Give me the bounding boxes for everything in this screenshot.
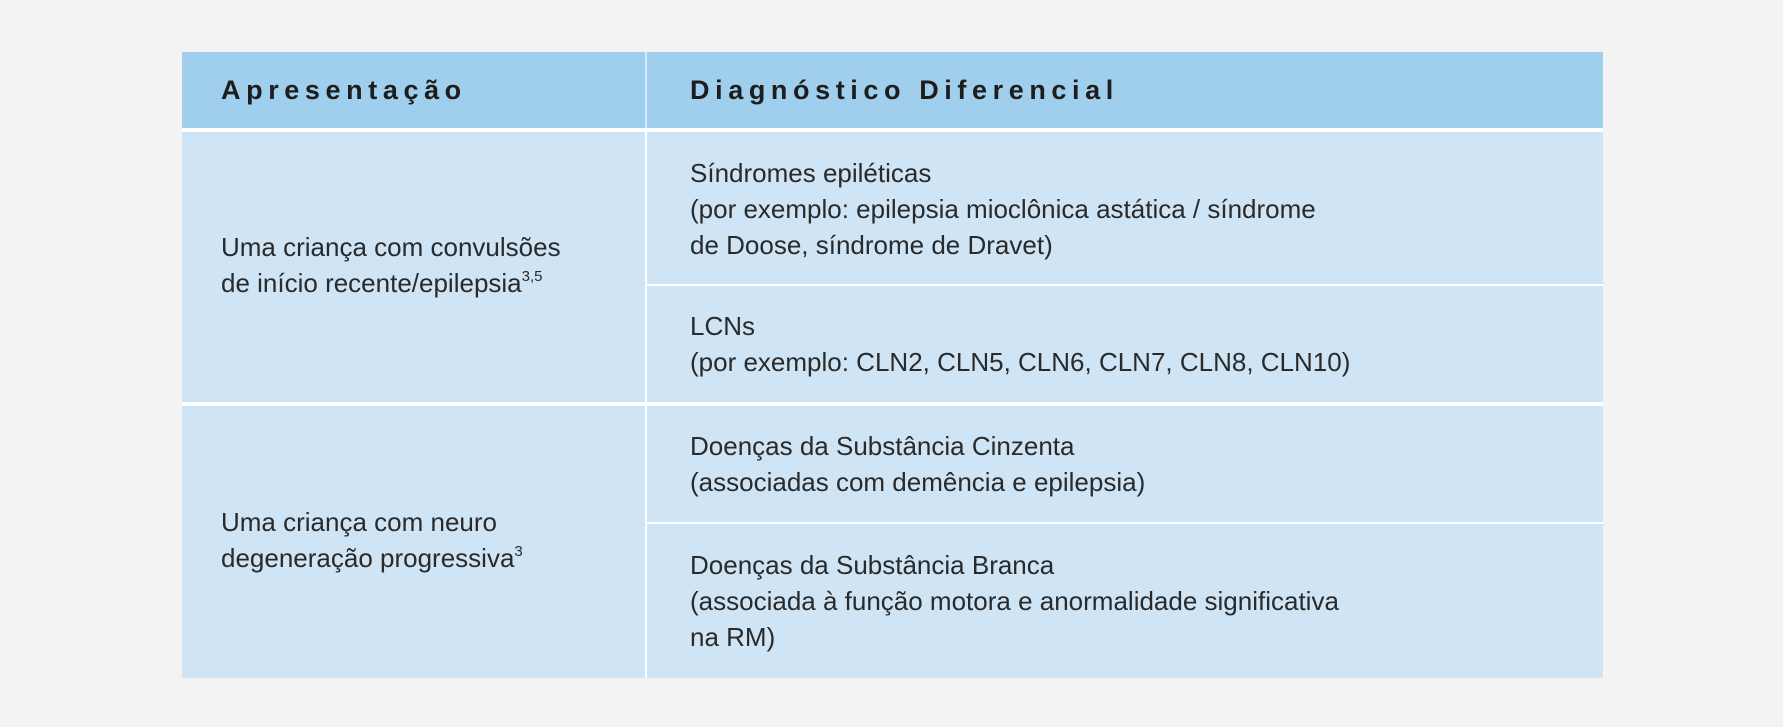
diagnosis-title: Doenças da Substância Branca [690, 550, 1055, 580]
reference-superscript: 3,5 [521, 267, 543, 285]
diagnosis-column [647, 406, 1603, 678]
reference-superscript: 3 [514, 542, 523, 560]
header-differential-diagnosis: Diagnóstico Diferencial [690, 74, 1119, 105]
diagnosis-title: Doenças da Substância Cinzenta [690, 431, 1075, 461]
diagnosis-cell [647, 284, 1603, 402]
diagnosis-cell [647, 522, 1603, 678]
diagnosis-detail: (associadas com demência e epilepsia) [690, 467, 1146, 497]
table-header-row [182, 52, 1603, 128]
diagnosis-title: LCNs [690, 311, 756, 341]
diagnosis-detail: na RM) [690, 622, 776, 652]
table-row [182, 128, 1603, 402]
table-row [182, 402, 1603, 678]
presentation-text: Uma criança com convulsões [221, 231, 561, 262]
diagnosis-title: Síndromes epiléticas [690, 158, 932, 188]
diagnosis-column [647, 132, 1603, 402]
presentation-text: degeneração progressiva [221, 542, 515, 573]
differential-diagnosis-table [182, 52, 1603, 678]
diagnosis-cell [647, 406, 1603, 522]
presentation-text: de início recente/epilepsia [221, 267, 522, 298]
presentation-cell [182, 132, 647, 402]
diagnosis-cell [647, 132, 1603, 284]
header-presentation: Apresentação [182, 52, 647, 128]
diagnosis-detail: (por exemplo: CLN2, CLN5, CLN6, CLN7, CLN8, CLN10) [690, 347, 1351, 377]
diagnosis-detail: de Doose, síndrome de Dravet) [690, 230, 1053, 260]
diagnosis-detail: (associada à função motora e anormalidade significativa [690, 586, 1339, 616]
presentation-text: Uma criança com neuro [221, 506, 497, 537]
diagnosis-detail: (por exemplo: epilepsia mioclônica astática / síndrome [690, 194, 1316, 224]
presentation-cell [182, 406, 647, 678]
